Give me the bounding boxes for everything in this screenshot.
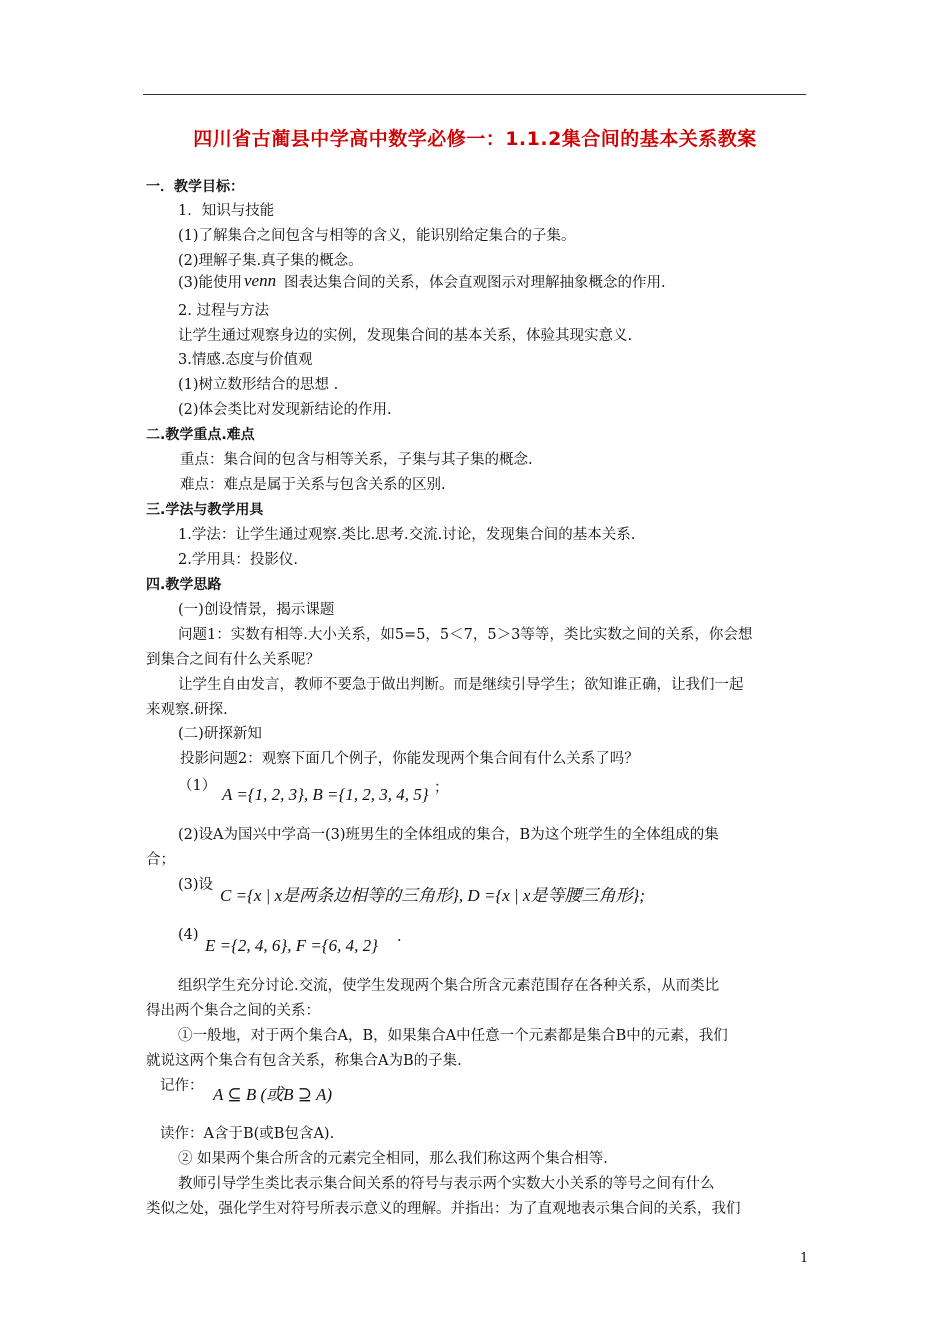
text-line: 2. 过程与方法: [178, 303, 269, 319]
text-line: (二)研探新知: [178, 726, 262, 742]
section-heading: 三.学法与教学用具: [146, 502, 264, 518]
text-line: .: [397, 929, 402, 945]
text-line: ①一般地，对于两个集合A，B，如果集合A中任意一个元素都是集合B中的元素，我们: [178, 1028, 728, 1044]
text-line: 2.学用具：投影仪.: [178, 552, 298, 568]
text-line: 得出两个集合之间的关系：: [146, 1003, 320, 1019]
text-line: (2)理解子集.真子集的概念。: [178, 253, 363, 269]
section-heading: 一．教学目标：: [146, 179, 244, 195]
text-line: 重点：集合间的包含与相等关系，子集与其子集的概念.: [180, 452, 533, 468]
text-line: （1）: [178, 778, 217, 794]
text-line: 让学生通过观察身边的实例，发现集合间的基本关系，体验其现实意义.: [178, 328, 633, 344]
text-line: 1.学法：让学生通过观察.类比.思考.交流.讨论，发现集合间的基本关系.: [178, 527, 636, 543]
text-line: (2)设A为国兴中学高一(3)班男生的全体组成的集合，B为这个班学生的全体组成的集: [178, 827, 719, 843]
math-expression: E ={2, 4, 6}, F ={6, 4, 2}: [205, 936, 378, 955]
header-rule: [143, 94, 806, 95]
section-heading: 二.教学重点.难点: [146, 427, 255, 443]
section-heading: 四.教学思路: [146, 577, 222, 593]
text-line: 到集合之间有什么关系呢？: [146, 652, 320, 668]
text-line: 读作：A含于B(或B包含A).: [160, 1126, 335, 1142]
math-expression: C ={x | x是两条边相等的三角形}, D ={x | x是等腰三角形};: [220, 886, 645, 905]
text-line: 图表达集合间的关系，体会直观图示对理解抽象概念的作用.: [284, 275, 666, 291]
text-line: 教师引导学生类比表示集合间关系的符号与表示两个实数大小关系的等号之间有什么: [178, 1176, 715, 1192]
text-line: ② 如果两个集合所含的元素完全相同，那么我们称这两个集合相等.: [178, 1151, 608, 1167]
text-line: 3.情感.态度与价值观: [178, 352, 313, 368]
text-line: 1．知识与技能: [178, 203, 275, 219]
text-line: 让学生自由发言，教师不要急于做出判断。而是继续引导学生；欲知谁正确，让我们一起: [178, 677, 744, 693]
text-line: 来观察.研探.: [146, 702, 228, 718]
text-line: (2)体会类比对发现新结论的作用.: [178, 402, 392, 418]
text-line: (4): [178, 927, 199, 943]
page-number: 1: [800, 1251, 809, 1266]
text-line: (3)能使用: [178, 275, 243, 291]
text-line: (1)树立数形结合的思想 .: [178, 377, 339, 393]
text-line: 问题1：实数有相等.大小关系，如5=5，5＜7，5＞3等等，类比实数之间的关系，你会想: [178, 627, 753, 643]
text-line: 难点：难点是属于关系与包含关系的区别.: [180, 477, 446, 493]
text-line: 类似之处，强化学生对符号所表示意义的理解。并指出：为了直观地表示集合间的关系，我们: [146, 1201, 741, 1217]
text-line: 就说这两个集合有包含关系，称集合A为B的子集.: [146, 1053, 462, 1069]
math-expression: venn: [244, 271, 277, 290]
text-line: ；: [434, 780, 449, 796]
text-line: 投影问题2：观察下面几个例子，你能发现两个集合间有什么关系了吗？: [180, 751, 639, 767]
document-title: 四川省古蔺县中学高中数学必修一：1.1.2集合间的基本关系教案: [193, 128, 757, 150]
text-line: 合；: [146, 852, 175, 868]
text-line: 组织学生充分讨论.交流，使学生发现两个集合所含元素范围存在各种关系，从而类比: [178, 978, 720, 994]
math-expression: A ⊆ B (或B ⊇ A): [213, 1085, 332, 1104]
math-expression: A ={1, 2, 3}, B ={1, 2, 3, 4, 5}: [222, 785, 429, 804]
text-line: (一)创设情景，揭示课题: [178, 602, 335, 618]
text-line: (1)了解集合之间包含与相等的含义，能识别给定集合的子集。: [178, 228, 576, 244]
text-line: (3)设: [178, 877, 214, 893]
text-line: 记作：: [160, 1078, 204, 1094]
